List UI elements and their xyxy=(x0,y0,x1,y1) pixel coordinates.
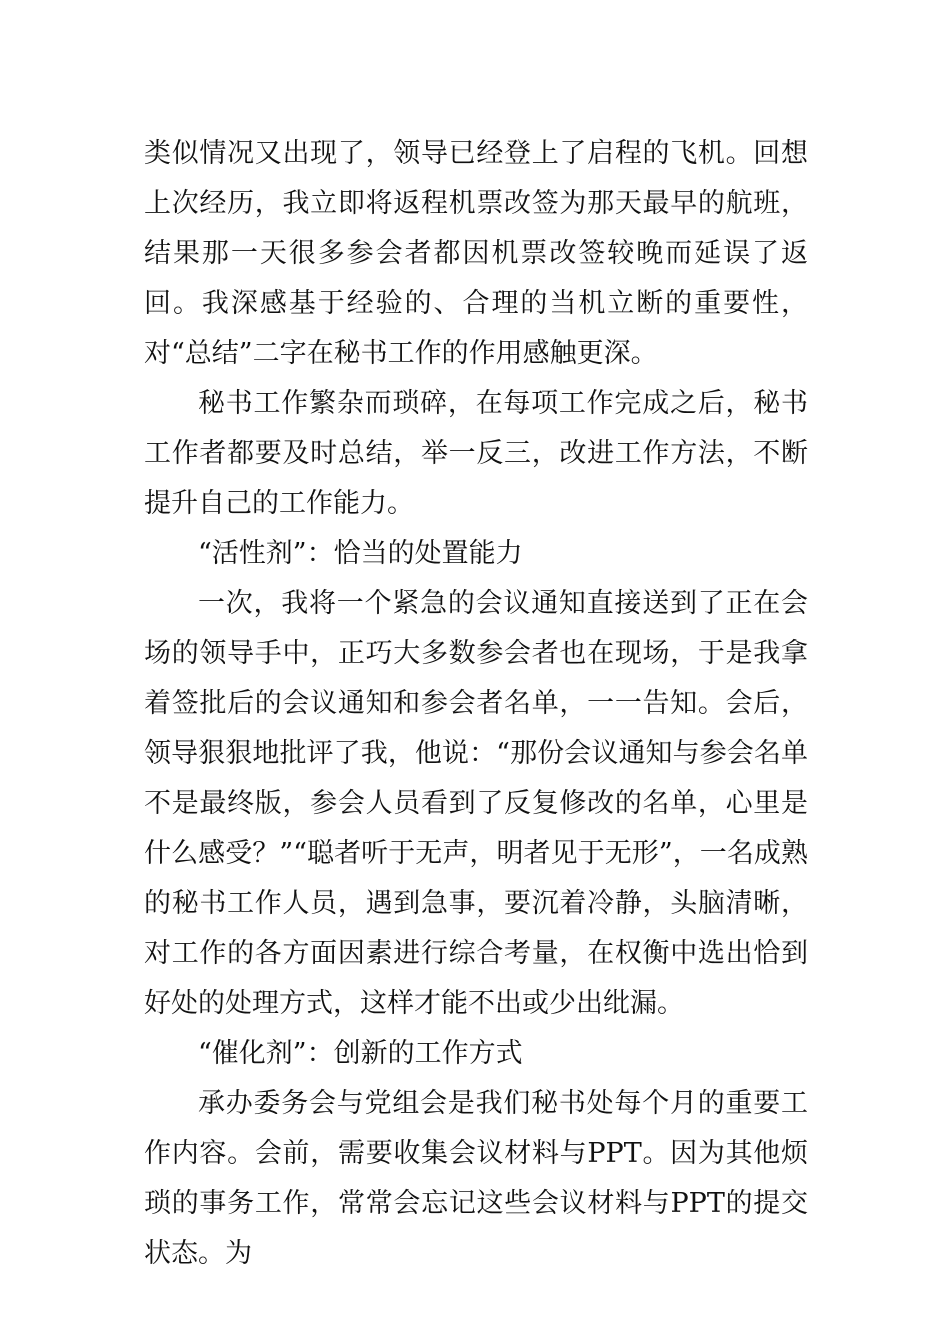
paragraph-meeting-materials: 承办委务会与党组会是我们秘书处每个月的重要工作内容。会前，需要收集会议材料与PPT。因为其他烦琐的事务工作，常常会忘记这些会议材料与PPT的提交状态。为 xyxy=(144,1088,808,1269)
section-heading-activator: “活性剂”：恰当的处置能力 xyxy=(198,538,523,569)
paragraph-summary: 秘书工作繁杂而琐碎，在每项工作完成之后，秘书工作者都要及时总结，举一反三，改进工作方法，不断提升自己的工作能力。 xyxy=(144,388,808,519)
paragraph-meeting-notice: 一次，我将一个紧急的会议通知直接送到了正在会场的领导手中，正巧大多数参会者也在现场，于是我拿着签批后的会议通知和参会者名单，一一告知。会后，领导狠狠地批评了我，他说：“那份会议通知与参会名单不是最终版，参会人员看到了反复修改的名单，心里是什么感受？”“聪者听于无声，明者见于无形”，一名成熟的秘书工作人员，遇到急事，要沉着冷静，头脑清晰，对工作的各方面因素进行综合考量，在权衡中选出恰到好处的处理方式，这样才能不出或少出纰漏。 xyxy=(144,588,808,1019)
paragraph-continuation: 类似情况又出现了，领导已经登上了启程的飞机。回想上次经历，我立即将返程机票改签为那天最早的航班，结果那一天很多参会者都因机票改签较晚而延误了返回。我深感基于经验的、合理的当机立断的重要性，对“总结”二字在秘书工作的作用感触更深。 xyxy=(144,138,808,369)
section-heading-catalyst: “催化剂”：创新的工作方式 xyxy=(198,1038,523,1069)
